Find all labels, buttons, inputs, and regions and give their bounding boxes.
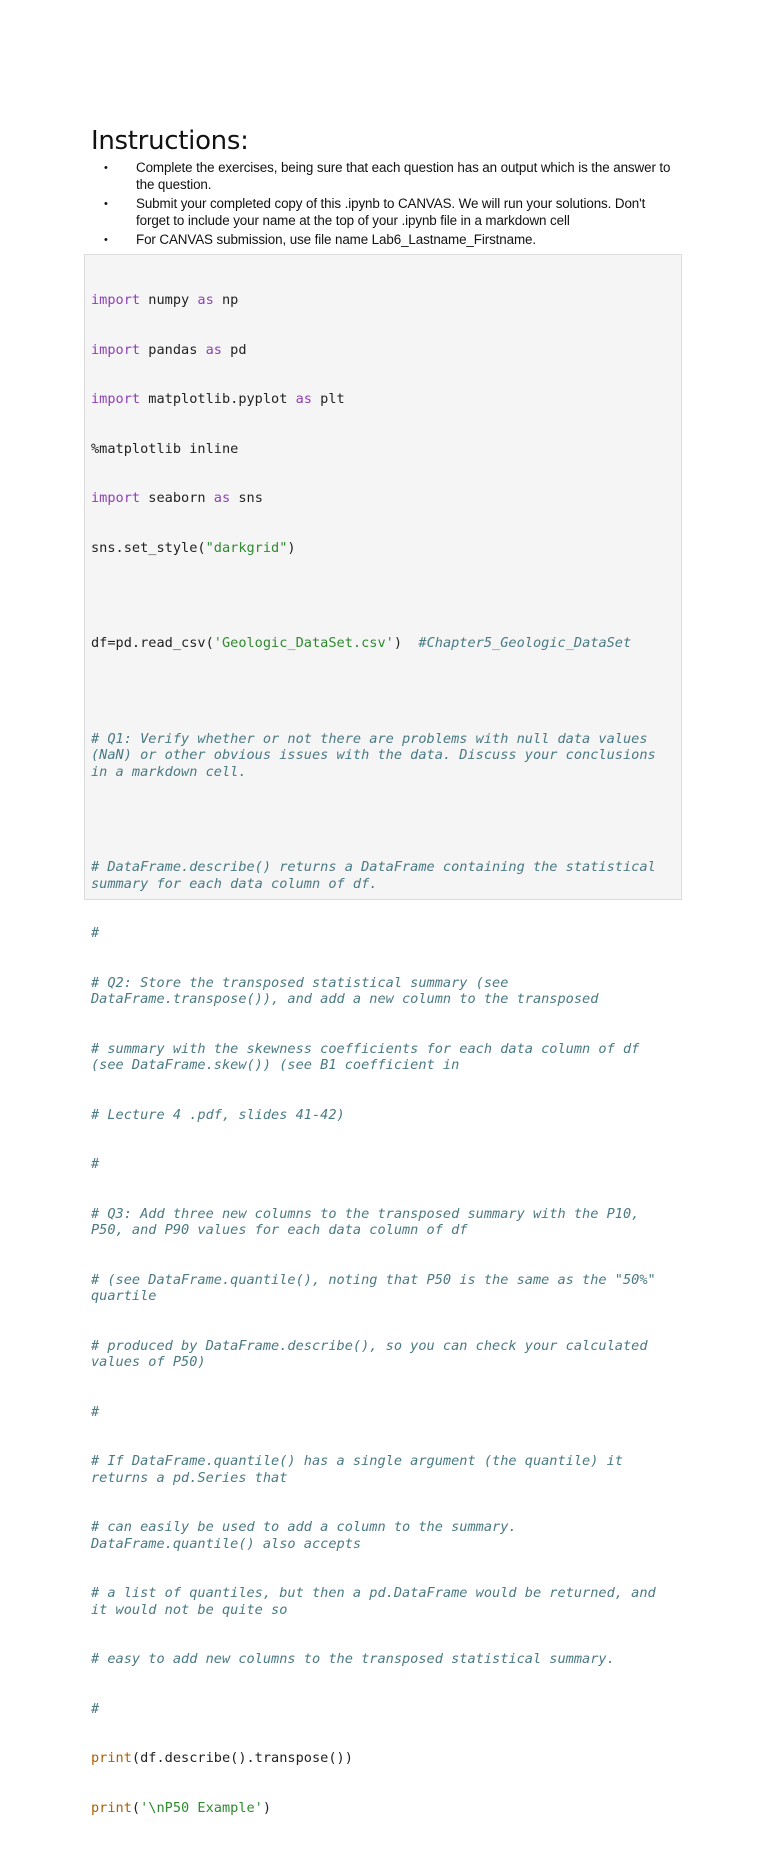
code-paren: ) <box>262 1799 272 1816</box>
code-call-close: ) <box>287 539 296 556</box>
instruction-text: Submit your completed copy of this .ipynb to CANVAS. We will run your solutions. Don't forget to include your name at the top of your .ipynb file in a markdown cell <box>136 196 646 228</box>
instruction-text: Complete the exercises, being sure that each question has an output which is the answer to the question. <box>136 160 671 192</box>
module-alias: np <box>213 292 239 308</box>
blank-line <box>91 813 675 826</box>
code-comment: # <box>91 1156 100 1172</box>
code-line: %matplotlib inline <box>91 440 239 457</box>
keyword-as: as <box>295 391 312 407</box>
code-comment: # summary with the skewness coefficients for each data column of df (see DataFrame.skew()) (see B1 coefficient in <box>91 1040 648 1073</box>
code-comment: # Q2: Store the transposed statistical summary (see DataFrame.transpose()), and add a new column to the transposed <box>91 974 599 1007</box>
module-alias: pd <box>221 341 247 358</box>
module-alias: plt <box>311 391 345 407</box>
code-cell[interactable] <box>84 254 682 1816</box>
keyword-import: import <box>91 341 141 358</box>
module-alias: sns <box>230 490 263 506</box>
string-literal: 'Geologic_DataSet.csv' <box>213 635 394 651</box>
string-literal: '\nP50 Example' <box>140 1799 263 1816</box>
code-call-close: ) <box>393 635 419 651</box>
instruction-text: For CANVAS submission, use file name Lab6_Lastname_Firstname. <box>136 232 537 247</box>
instruction-item <box>0 196 680 229</box>
module-name: matplotlib.pyplot <box>140 391 296 407</box>
instructions-heading: Instructions: <box>91 126 249 156</box>
bullet-dot-icon: • <box>104 162 108 174</box>
string-literal: "darkgrid" <box>205 539 288 556</box>
keyword-import: import <box>91 292 141 308</box>
instruction-item <box>0 160 680 193</box>
code-call: (df.describe().transpose()) <box>131 1750 353 1766</box>
builtin-print: print <box>91 1750 132 1766</box>
code-line <box>91 1750 675 1767</box>
keyword-import: import <box>91 490 141 506</box>
code-line <box>91 292 675 309</box>
code-comment: # produced by DataFrame.describe(), so you can check your calculated values of P50) <box>91 1337 656 1370</box>
module-name: seaborn <box>140 490 214 506</box>
code-comment: # <box>91 1700 100 1717</box>
code-comment: # easy to add new columns to the transposed statistical summary. <box>91 1651 615 1667</box>
module-name: pandas <box>140 341 206 358</box>
bullet-dot-icon: • <box>104 198 108 210</box>
code-line <box>91 540 675 557</box>
blank-line <box>91 589 675 602</box>
code-line <box>91 391 675 408</box>
bullet-dot-icon: • <box>104 234 108 246</box>
keyword-as: as <box>213 490 231 506</box>
code-call: df=pd.read_csv( <box>91 635 214 651</box>
code-comment: # <box>91 925 100 941</box>
code-comment: #Chapter5_Geologic_DataSet <box>418 635 632 651</box>
code-comment: # Q1: Verify whether or not there are problems with null data values (NaN) or other obvious issues with the data. Discuss your conclusions in a markdown cell. <box>91 730 664 780</box>
code-line <box>91 635 675 652</box>
code-comment: # Q3: Add three new columns to the transposed summary with the P10, P50, and P90 values for each data column of df <box>91 1205 648 1238</box>
blank-line <box>91 685 675 698</box>
code-comment: # <box>91 1403 100 1420</box>
code-comment: # can easily be used to add a column to the summary. DataFrame.quantile() also accepts <box>91 1519 525 1552</box>
code-comment: # DataFrame.describe() returns a DataFrame containing the statistical summary for each data column of df. <box>91 859 664 892</box>
keyword-as: as <box>205 341 222 358</box>
keyword-import: import <box>91 391 141 407</box>
builtin-print: print <box>91 1799 132 1816</box>
code-comment: # Lecture 4 .pdf, slides 41-42) <box>91 1106 345 1123</box>
keyword-as: as <box>197 292 214 308</box>
module-name: numpy <box>140 292 198 308</box>
code-paren: ( <box>131 1799 141 1816</box>
code-call: sns.set_style( <box>91 539 206 556</box>
code-comment: # a list of quantiles, but then a pd.DataFrame would be returned, and it would not be quite so <box>91 1585 664 1618</box>
instruction-item <box>0 232 680 249</box>
code-comment: # If DataFrame.quantile() has a single argument (the quantile) it returns a pd.Series that <box>91 1453 632 1486</box>
code-comment: # (see DataFrame.quantile(), noting that P50 is the same as the "50%" quartile <box>91 1271 664 1304</box>
code-editor[interactable] <box>91 259 675 1849</box>
code-line <box>91 490 675 507</box>
code-line <box>91 342 675 359</box>
code-line <box>91 1800 675 1817</box>
instructions-list <box>0 160 768 252</box>
